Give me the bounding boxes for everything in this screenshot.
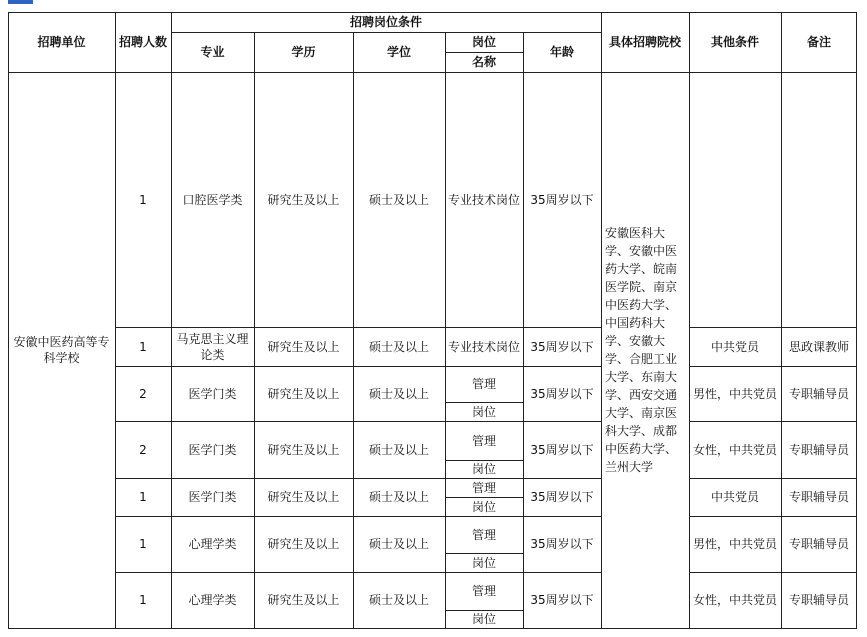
corner-tab-mark [8, 0, 33, 4]
row-education: 研究生及以上 [267, 537, 340, 551]
row-post-top: 管理 [471, 377, 496, 391]
row-age: 35周岁以下 [530, 192, 594, 207]
header-degree: 学位 [386, 45, 411, 59]
row-major: 医学门类 [188, 490, 237, 504]
row-education: 研究生及以上 [267, 442, 340, 457]
header-age: 年龄 [549, 45, 574, 59]
row-post: 专业技术岗位 [447, 339, 520, 354]
row-post-top: 管理 [471, 433, 496, 448]
row-major: 医学门类 [188, 442, 237, 457]
rule [8, 628, 857, 629]
row-count: 1 [139, 490, 147, 504]
row-major: 心理学类 [188, 537, 237, 551]
row-education: 研究生及以上 [267, 339, 340, 354]
row-remark: 专职辅导员 [788, 442, 849, 457]
row-count: 1 [139, 537, 147, 551]
row-age: 35周岁以下 [530, 593, 594, 607]
row-remark: 专职辅导员 [788, 593, 849, 607]
remark-cell [781, 72, 857, 327]
row-age: 35周岁以下 [530, 386, 594, 401]
row-degree: 硕士及以上 [368, 192, 429, 207]
row-post-top: 管理 [471, 527, 496, 542]
row-major: 马克思主义理论类 [176, 331, 249, 362]
other-cell [689, 72, 781, 327]
row-other: 女性，中共党员 [692, 593, 777, 607]
row-post-bottom: 岗位 [471, 499, 496, 514]
header-post-top: 岗位 [471, 35, 496, 49]
row-other: 男性，中共党员 [692, 386, 777, 401]
row-age: 35周岁以下 [530, 442, 594, 457]
row-count: 1 [139, 593, 147, 607]
rule [601, 12, 602, 629]
header-major: 专业 [200, 45, 225, 59]
header-education: 学历 [291, 45, 316, 59]
row-education: 研究生及以上 [267, 386, 340, 401]
row-post: 专业技术岗位 [447, 192, 520, 207]
header-count: 招聘人数 [118, 35, 167, 49]
row-remark: 专职辅导员 [788, 537, 849, 551]
row-post-top: 管理 [471, 480, 496, 495]
row-age: 35周岁以下 [530, 490, 594, 504]
unit-name-cell: 安徽中医药高等专科学校 [13, 335, 110, 365]
schools-cell: 安徽医科大学、安徽中医药大学、皖南医学院、南京中医药大学、中国药科大学、安徽大学、合肥工业大学、东南大学、西安交通大学、南京医科大学、成都中医药大学、兰州大学 [605, 226, 678, 474]
row-degree: 硕士及以上 [368, 339, 429, 354]
row-other: 女性，中共党员 [692, 442, 777, 457]
header-schools: 具体招聘院校 [608, 35, 681, 49]
row-other: 中共党员 [710, 339, 759, 354]
row-count: 1 [139, 339, 147, 354]
row-post-bottom: 岗位 [471, 404, 496, 419]
row-post-bottom: 岗位 [471, 462, 496, 476]
row-major: 心理学类 [188, 593, 237, 607]
row-major: 口腔医学类 [182, 192, 243, 207]
row-post-bottom: 岗位 [471, 555, 496, 570]
row-count: 1 [139, 192, 147, 207]
row-other: 男性，中共党员 [692, 537, 777, 551]
header-unit: 招聘单位 [37, 35, 86, 49]
header-conditions: 招聘岗位条件 [349, 15, 422, 29]
row-degree: 硕士及以上 [368, 386, 429, 401]
row-education: 研究生及以上 [267, 490, 340, 504]
row-age: 35周岁以下 [530, 537, 594, 551]
row-major: 医学门类 [188, 386, 237, 401]
row-count: 2 [139, 386, 147, 401]
row-degree: 硕士及以上 [368, 593, 429, 607]
row-count: 2 [139, 442, 147, 457]
row-post-top: 管理 [471, 584, 496, 598]
header-remark: 备注 [806, 35, 831, 49]
row-remark: 思政课教师 [788, 339, 849, 354]
row-degree: 硕士及以上 [368, 537, 429, 551]
recruitment-table [8, 12, 857, 629]
row-remark: 专职辅导员 [788, 490, 849, 504]
row-post-bottom: 岗位 [471, 612, 496, 626]
row-remark: 专职辅导员 [788, 386, 849, 401]
row-other: 中共党员 [710, 490, 759, 504]
header-post-bottom: 名称 [471, 55, 496, 69]
row-degree: 硕士及以上 [368, 442, 429, 457]
row-education: 研究生及以上 [267, 192, 340, 207]
row-degree: 硕士及以上 [368, 490, 429, 504]
row-age: 35周岁以下 [530, 339, 594, 354]
header-other: 其他条件 [710, 35, 759, 49]
row-education: 研究生及以上 [267, 593, 340, 607]
